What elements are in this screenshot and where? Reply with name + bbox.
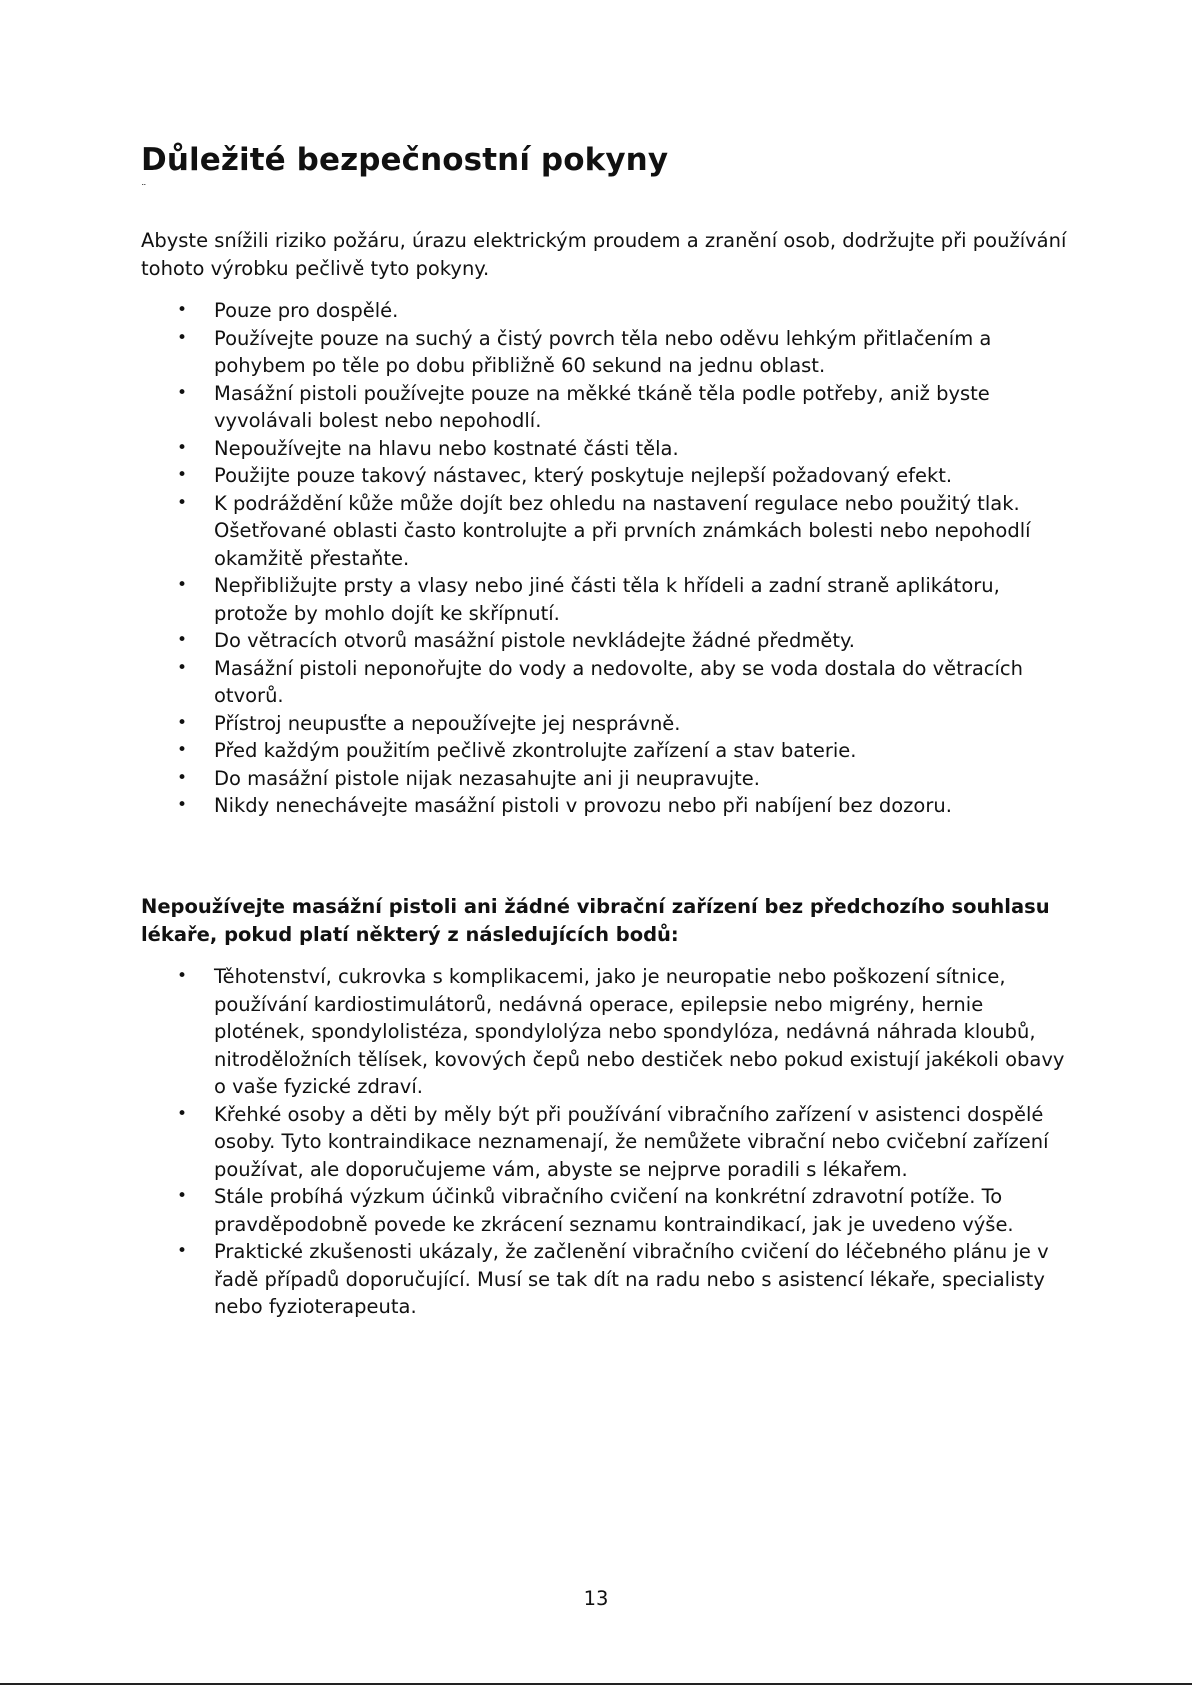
list-item-text: Přístroj neupusťte a nepoužívejte jej nesprávně. xyxy=(214,711,681,735)
bullet-icon: • xyxy=(177,300,188,320)
list-item xyxy=(141,765,1066,793)
list-item-text: Křehké osoby a děti by měly být při používání vibračního zařízení v asistenci dospělé osoby. Tyto kontraindikace neznamenají, že nemůžete vibrační nebo cvičební zařízení používat, ale doporučujeme vám, abyste se nejprve poradili s lékařem. xyxy=(214,1102,1049,1181)
bullet-icon: • xyxy=(177,767,188,788)
list-item-text: Do větracích otvorů masážní pistole nevkládejte žádné předměty. xyxy=(214,629,855,652)
list-item-text: Používejte pouze na suchý a čistý povrch těla nebo oděvu lehkým přitlačením a pohybem po těle po dobu přibližně 60 sekund na jednu oblast. xyxy=(214,326,992,377)
list-item-text: Pouze pro dospělé. xyxy=(214,299,399,322)
list-item-text: Masážní pistoli používejte pouze na měkké tkáně těla podle potřeby, aniž byste vyvolávali bolest nebo nepohodlí. xyxy=(214,381,990,432)
bullet-icon: • xyxy=(177,966,188,986)
title-mark: ¨ xyxy=(141,182,147,195)
bullet-icon: • xyxy=(177,575,188,595)
bullet-icon: • xyxy=(177,1186,188,1206)
list-item-text: Nepřibližujte prsty a vlasy nebo jiné části těla k hřídeli a zadní straně aplikátoru, protože by mohlo dojít ke skřípnutí. xyxy=(214,574,1000,625)
list-item xyxy=(141,1183,1066,1238)
list-item-text: Do masážní pistole nijak nezasahujte ani ji neupravujte. xyxy=(214,766,760,790)
list-item xyxy=(141,655,1066,710)
list-item xyxy=(141,627,1066,655)
list-item xyxy=(141,325,1066,380)
contraindications-heading: Nepoužívejte masážní pistoli ani žádné vibrační zařízení bez předchozího souhlasu lékaře, pokud platí některý z následujících bodů: xyxy=(141,895,1050,946)
list-item xyxy=(141,710,1066,738)
bullet-icon: • xyxy=(177,327,188,348)
safety-instructions-list xyxy=(141,297,1066,820)
list-item xyxy=(141,1238,1066,1321)
list-item xyxy=(141,435,1066,463)
page-number: 13 xyxy=(583,1587,609,1610)
page-title: Důležité bezpečnostní pokyny xyxy=(141,142,669,178)
list-item-text: Těhotenství, cukrovka s komplikacemi, jako je neuropatie nebo poškození sítnice, používání kardiostimulátorů, nedávná operace, epilepsie nebo migrény, hernie plotének, spondylolistéza, spondylolýza nebo spondylóza, nedávná náhrada kloubů, nitroděložních tělísek, kovových čepů nebo destiček nebo pokud existují jakékoli obavy o vaše fyzické zdraví. xyxy=(214,965,1065,1098)
list-item-text: Před každým použitím pečlivě zkontrolujte zařízení a stav baterie. xyxy=(214,739,857,762)
list-item xyxy=(141,792,1066,820)
bullet-icon: • xyxy=(177,657,188,678)
contraindications-list xyxy=(141,963,1066,1321)
bullet-icon: • xyxy=(177,795,188,815)
list-item xyxy=(141,462,1066,490)
bullet-icon: • xyxy=(177,465,188,485)
list-item xyxy=(141,737,1066,765)
intro-paragraph: Abyste snížili riziko požáru, úrazu elektrickým proudem a zranění osob, dodržujte při používání tohoto výrobku pečlivě tyto pokyny. xyxy=(141,229,1067,280)
list-item xyxy=(141,572,1066,627)
bullet-icon: • xyxy=(177,1103,188,1124)
list-item xyxy=(141,297,1066,325)
list-item-text: K podráždění kůže může dojít bez ohledu na nastavení regulace nebo použitý tlak. Ošetřované oblasti často kontrolujte a při prvních známkách bolesti nebo nepohodlí okamžitě přestaňte. xyxy=(214,491,1031,570)
bullet-icon: • xyxy=(177,382,188,403)
list-item xyxy=(141,380,1066,435)
list-item xyxy=(141,963,1066,1101)
list-item-text: Stále probíhá výzkum účinků vibračního cvičení na konkrétní zdravotní potíže. To pravděpodobně povede ke zkrácení seznamu kontraindikací, jak je uvedeno výše. xyxy=(214,1185,1014,1236)
bullet-icon: • xyxy=(177,437,188,458)
list-item-text: Použijte pouze takový nástavec, který poskytuje nejlepší požadovaný efekt. xyxy=(214,464,953,487)
list-item-text: Praktické zkušenosti ukázaly, že začlenění vibračního cvičení do léčebného plánu je v řadě případů doporučující. Musí se tak dít na radu nebo s asistencí lékaře, specialisty nebo fyzioterapeuta. xyxy=(214,1240,1049,1318)
list-item-text: Masážní pistoli neponořujte do vody a nedovolte, aby se voda dostala do větracích otvorů. xyxy=(214,656,1024,707)
list-item xyxy=(141,1101,1066,1184)
bullet-icon: • xyxy=(177,1241,188,1261)
list-item xyxy=(141,490,1066,573)
bullet-icon: • xyxy=(177,712,188,733)
list-item-text: Nikdy nenechávejte masážní pistoli v provozu nebo při nabíjení bez dozoru. xyxy=(214,794,952,817)
bullet-icon: • xyxy=(177,630,188,650)
bullet-icon: • xyxy=(177,740,188,760)
bullet-icon: • xyxy=(177,492,188,513)
list-item-text: Nepoužívejte na hlavu nebo kostnaté části těla. xyxy=(214,436,679,460)
